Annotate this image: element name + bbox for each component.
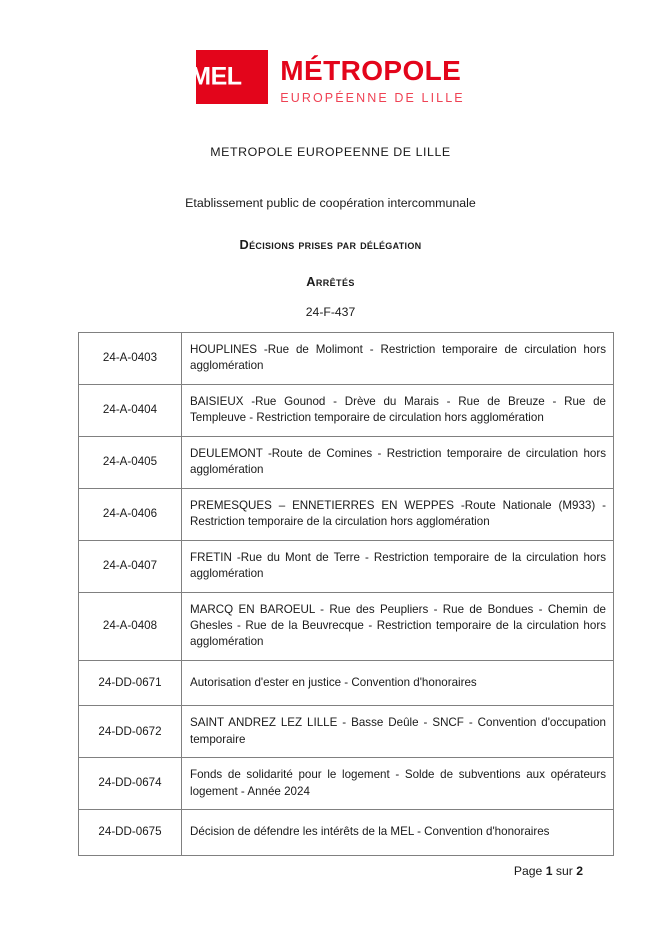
organization-subtitle: Etablissement public de coopération intercommunale [185,196,476,210]
decision-description-cell: BAISIEUX -Rue Gounod - Drève du Marais - Rue de Breuze - Rue de Templeuve - Restriction temporaire de circulation hors agglomération [182,384,614,436]
table-row [79,333,614,385]
decision-description-cell: SAINT ANDREZ LEZ LILLE - Basse Deûle - SNCF - Convention d'occupation temporaire [182,706,614,758]
section-title: Décisions prises par délégation [239,237,422,252]
table-row [79,810,614,855]
decision-reference-cell: 24-DD-0672 [79,706,182,758]
organization-name: METROPOLE EUROPEENNE DE LILLE [210,145,451,159]
footer-total-pages: 2 [576,864,583,878]
decision-description-cell: Fonds de solidarité pour le logement - Solde de subventions aux opérateurs logement - Année 2024 [182,758,614,810]
decision-description-cell: Autorisation d'ester en justice - Convention d'honoraires [182,660,614,705]
decision-reference-cell: 24-DD-0674 [79,758,182,810]
decision-description-cell: HOUPLINES -Rue de Molimont - Restriction temporaire de circulation hors agglomération [182,333,614,385]
document-reference: 24-F-437 [305,305,356,319]
page-footer [0,864,661,878]
mel-logo [0,50,661,105]
table-row [79,436,614,488]
table-row [79,660,614,705]
decision-reference-cell: 24-A-0406 [79,488,182,540]
decision-description-cell: PREMESQUES – ENNETIERRES EN WEPPES -Route Nationale (M933) - Restriction temporaire de la circulation hors agglomération [182,488,614,540]
mel-logo-mark-text: MEL [190,62,242,91]
decision-reference-cell: 24-A-0405 [79,436,182,488]
footer-prefix: Page [513,864,546,878]
table-row [79,758,614,810]
decision-reference-cell: 24-DD-0671 [79,660,182,705]
decision-reference-cell: 24-A-0403 [79,333,182,385]
table-row [79,488,614,540]
decision-reference-cell: 24-A-0408 [79,592,182,660]
logo-wordmark-main: MÉTROPOLE [280,55,462,86]
decision-description-cell: Décision de défendre les intérêts de la MEL - Convention d'honoraires [182,810,614,855]
decision-description-cell: DEULEMONT -Route de Comines - Restriction temporaire de circulation hors agglomération [182,436,614,488]
decisions-table-wrapper [78,332,614,856]
decisions-table-body [79,333,614,856]
decision-reference-cell: 24-DD-0675 [79,810,182,855]
logo-wordmark-sub: EUROPÉENNE DE LILLE [280,91,465,105]
table-row [79,706,614,758]
table-row [79,592,614,660]
decision-reference-cell: 24-A-0404 [79,384,182,436]
decisions-table [78,332,614,856]
document-type: Arrêtés [306,274,355,289]
footer-middle: sur [552,864,577,878]
table-row [79,540,614,592]
mel-logo-mark-icon [190,50,268,104]
decision-description-cell: FRETIN -Rue du Mont de Terre - Restriction temporaire de la circulation hors agglomération [182,540,614,592]
decision-reference-cell: 24-A-0407 [79,540,182,592]
decision-description-cell: MARCQ EN BAROEUL - Rue des Peupliers - Rue de Bondues - Chemin de Ghesles - Rue de la Beuvrecque - Restriction temporaire de la circulation hors agglomération [182,592,614,660]
table-row [79,384,614,436]
footer-current-page: 1 [545,864,553,878]
